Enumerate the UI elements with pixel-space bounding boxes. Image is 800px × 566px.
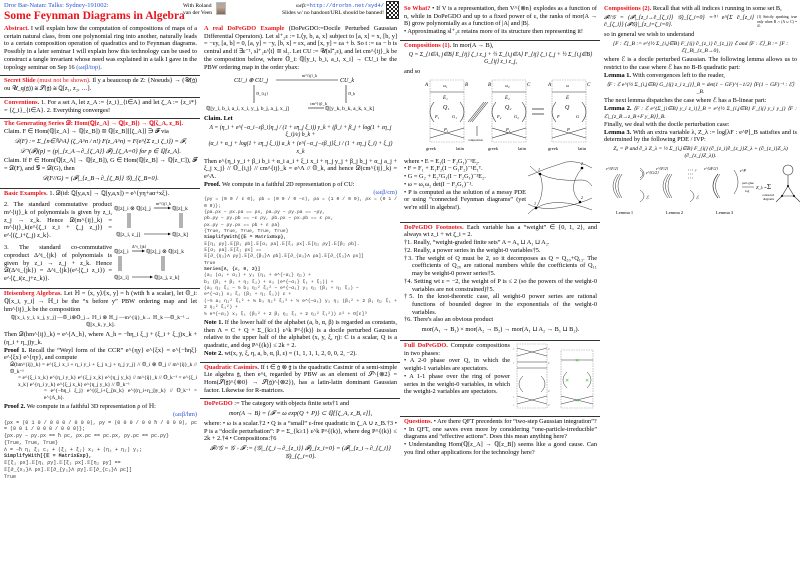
url-label: ωεβ:= xyxy=(296,3,310,9)
general-text: so in general we wish to understand xyxy=(604,30,695,38)
code-line: 𝔼[∂_{η₃}Λ ρy].𝔼[∂_{β₃}Λ ρb].𝔼[∂_{α₃}Λ ρa].𝔼[∂_{ξ₃}Λ ρx]] xyxy=(204,254,364,260)
cd-node: ℚ[z]_j ⊗ ℚ[z]_k xyxy=(146,249,185,256)
composition-formula: 𝓕//𝒢 = 𝒢 ∘ 𝓕 := (𝒢|_{ζ_i→∂_{z_i}} 𝓕)_{z_i=0} = (𝓕|_{z_i→∂_{ζ_i}} 𝒢)_{ζ_i=0}. xyxy=(210,445,391,460)
compositions-1-text: In mor(A → B), xyxy=(452,41,494,49)
lemma3-heading: Lemma 3. xyxy=(604,128,632,136)
claim-1: Claim. F ∈ Hom(ℚ[z_A] → ℚ[z_B]) ≅ ℚ[z_B][[ζ_A]] ∋ 𝓕 via xyxy=(4,128,169,136)
cd-node: CU_i ⊗ CU_j xyxy=(234,78,269,85)
note1-text: If the lower half of the alphabet (a, b, α, β) is regarded as constants, then Λ = C + Q + Σ_{k≥1} ε^k P^{(k)} is a docile perturbed Gaussian relative to the upper half of the alphabet (x, y, ξ, η): C is a scalar, Q is a quadratic, and deg P^{(k)} ≤ 2k + 2. xyxy=(204,318,398,350)
code-line: (a₃ (α₁ + α₂) + y₃ (η₁ + e^{−α₁} η₂) + xyxy=(204,273,311,279)
compositions-1-section xyxy=(400,41,600,220)
cd-node: ℚ[z]_i xyxy=(114,249,129,256)
cd-node: ℚ[z_j, z_k] xyxy=(154,275,180,282)
pic-caption: Lemma 3 xyxy=(716,209,734,215)
code-line: 𝔼[η₁ ρy].𝔼[β₁ ρb].𝔼[α₁ ρa].𝔼[ξ₁ ρx].𝔼[η₂ ρy].𝔼[β₂ ρb]. xyxy=(204,241,360,247)
pic-label: e^{F/2} xyxy=(656,165,669,171)
code-line: (−½ a₃ η₂² ξ₁² + ⅓ b₃ η₂³ ξ₁³ + ½ e^{−α₁} y₃ η₂ (β₁² + 2 β₁ η₂ ξ₁ + 2 η₂² ξ₁²) + xyxy=(204,298,397,311)
code-line: b₃ (β₁ + β₂ + η₂ ξ₁) + x₃ (e^{−α₂} ξ₁ + ξ₂)) + xyxy=(204,279,334,285)
connected-diagram-icon xyxy=(776,165,800,202)
abstract-text: I will explain how the computation of compositions of maps of a certain natural class, from one polynomial ring into another, naturally leads to a certain composition operation of quadratics and to Feynman diagrams. Possibly in a later seminar I will explain how this technology can be used to construct a tangle invariant whose need was explained in a talk I gave in the topology seminar on Sep 16 xyxy=(4,25,197,71)
questions-section xyxy=(400,417,600,459)
where-list xyxy=(404,158,526,218)
poster-header xyxy=(0,0,400,24)
phase-box-right xyxy=(561,350,593,408)
where-item: • ω = ω₁ω₂ det(I − F₂G₁)⁻¹. xyxy=(404,180,473,188)
pic-label: part-glue xyxy=(742,180,754,185)
questions-heading: Questions. xyxy=(404,417,433,425)
where-text: where ℰ is a docile perturbed Gaussian. The following lemma allows us to restrict to the case where ℰ has no B-B quadratic part: xyxy=(604,56,797,72)
basic-example-2: 2. The standard commutative product m^{ij}_k of polynomials is given by z_i, z_j → z_k. Hence 𝒟(m^{ij}_k) = m^{ij}_k(e^{ζ_i z_i + ζ_j z_j}) = e^{(ζ_i+ζ_j) z_k}. xyxy=(4,201,112,240)
casimirs-text: If t ∈ 𝔤 ⊗ 𝔤 is the quadratic Casimir of a semi-simple Lie algebra 𝔤, then e^t, regarded by PBW as an element of 𝒮^{⊗2} = Hom(𝒮(𝔤)^{⊗0} → 𝒮(𝔤)^{⊗2}), has a latin-latin dominant Gaussian factor. Likewise for R-matrices. xyxy=(204,363,398,394)
vertex-label: 2 xyxy=(581,194,583,200)
cd-node: ℚ[y_i, b_i, a_i, x_i, y_j, b_j, a_j, x_j] xyxy=(206,106,289,113)
svg-text:1: 1 xyxy=(513,394,515,399)
basic-examples-section xyxy=(0,189,200,286)
heisenberg-then: Then 𝒟(hm^{ij}_k) = e^{Λ_h}, where Λ_h = −ħη_i ξ_j + (ξ_i + ξ_j)x_k + (η_i + η_j)y_k. xyxy=(4,331,197,346)
vertex-label: 1 xyxy=(538,166,540,172)
compositions-2-heading: Compositions (2). xyxy=(604,5,652,12)
lemma2-eq: ⟨F : ℰ e^{Σ_{i∈B} y_i z_i}⟩_B = e^{½ Σ_{i,j∈B} F_{ij} y_i y_j} ⟨F : ℰ|_{z_B→z_B+F y_B}⟩_B. xyxy=(604,106,798,121)
talk-subtitle[interactable]: Dror Bar-Natan: Talks: Sydney-191002: xyxy=(4,2,109,9)
cd-node: CU_k xyxy=(340,78,354,85)
abstract-heading: Abstract. xyxy=(4,25,30,32)
eq-D-inverse: 𝒟⁻¹(𝓕)(p) = (p|_{z_A→∂_{ζ_A}} 𝓕)_{ζ_A=0} for p ∈ ℚ[z_A]. xyxy=(20,147,181,155)
heisenberg-heading: Heisenberg Algebras. xyxy=(4,290,62,298)
pic-caption: Lemma 2 xyxy=(666,209,684,215)
qr-code-icon xyxy=(386,1,399,19)
feynman-diagram xyxy=(526,158,594,218)
cd-node: ℚ[y_k, b_k, a_k, x_k] xyxy=(325,106,374,113)
svg-text:1: 1 xyxy=(513,360,515,365)
label-F1: F₁ xyxy=(435,113,440,119)
finally-text: Finally, we deal with the docile perturbation case: xyxy=(604,120,730,128)
code-line: SimplifyWith[{𝔼 = MatrixExp}, xyxy=(4,453,92,460)
proof2-heading: Proof 2. xyxy=(4,403,26,411)
svg-text:2: 2 xyxy=(548,346,550,351)
lemma3-picture xyxy=(704,166,775,215)
lambda-line-2: (α_i + α_j + log(1 + εη_j ξ_i)) a_k + (e^{−α_j−εβ_j}ξ_i / (1 + εη_j ξ_i) + ξ_j) x_k xyxy=(208,141,393,155)
topology-link[interactable]: (ωεβ/top) xyxy=(76,63,101,71)
lemma3-eq: Z₀ = P and ∂_λ Z_λ = ½ Σ_{i,j∈B} F_{ij} (∂_{z_i}∂_{z_j}Z_λ + (∂_{z_i}Z_λ)(∂_{z_j}Z_λ)). xyxy=(613,146,788,159)
where-item: • G = G₂ + E₂ᵀG₁(I − F₂G₁)⁻¹E₂. xyxy=(404,173,486,181)
question: • Are there QFT precedents for “two-step Gaussian integration”? xyxy=(433,417,597,425)
handout-note: Slides w/ no handout/URL should be banned! xyxy=(281,10,384,17)
proof1-eq1: 𝒟(hm^{ij}_k) = e^{ξ_i x_i + η_i y_i + ξ_j x_j + η_j y_j} // 𝕆_i ⊗ 𝕆_j // m^{ij}_k // 𝕆_k⁻¹ xyxy=(10,362,197,375)
code-line: ½ e^{−α₂} x₃ ξ₁ (β₂² + 2 β₂ η₂ ξ₁ + 2 η₂² ξ₁²)) ε² + O[ε]³ xyxy=(204,311,368,317)
cd-arrow-label: m^{ij}_k xyxy=(302,73,318,79)
equals-sign xyxy=(532,109,544,114)
composition-eq: 𝓕//𝒢 = (𝓕|_{z_i→∂_{ζ_i}} 𝒢)_{ζ_i=0} =⁽¹⁾ e^{Σ ∂_{z_i}∂_{ζ_i}} (𝓕𝒢)|_{z_i=ζ_i=0}. xyxy=(604,14,754,28)
label-greek: greek xyxy=(548,145,558,151)
label-greek: greek xyxy=(488,145,498,151)
label-G2: G₂ xyxy=(514,113,519,119)
example-text: (DoPeGDO:=Docile Perturbed Gaussian Differential Operators). Let sl⁺₂ε := L⟨y, b, a, x⟩ subject to [a, x] = x, [b, y] = −εy, [a, b] = 0, [a, y] = −y, [b, x] = εx, and [x, y] = εa + b. So t := εa − b is central and if ∃ε⁻¹, sl⁺₂ε/⟨t⟩ ≅ sl₂. Let CU := 𝒰(sl⁺₂ε), and let cm^{ij}_k be the composition below, where 𝕆_i: ℚ[y_i, b_i, a_i, x_i] → CU_i be the PBW ordering map in the order ybax: xyxy=(204,25,398,71)
proof1-eq3: = e^{−ħη_i ξ_j} e^{(ξ_i+ξ_j)x_k} e^{(η_i+η_j)y_k} // 𝕆_k⁻¹ = e^{Λ_h}. xyxy=(44,388,197,401)
svg-text:✕: ✕ xyxy=(565,378,570,384)
code-line: 𝔼[ξ₁ ρx].𝔼[η₁ ρy].𝔼[ξ₂ ρx].𝔼[η₂ ρy] == xyxy=(4,460,121,467)
pic-label: e^{λF/2} xyxy=(704,165,718,171)
dopegdo-heading: DoPeGDO xyxy=(204,400,233,408)
lemma1-eq: ⟨F : ℰ e^{½ Σ_{i,j∈B} G_{ij} z_i z_j}⟩_B = det(1 − GF)^{−1/2} ⟨F(1 − GF)⁻¹ : ℰ⟩_B. xyxy=(606,81,795,95)
footnote: †5. In the knot-theoretic case, all weight-0 power series are rational functions of bounded degree in the exponentials of the weight-0 variables. xyxy=(404,293,597,316)
cd-node: ℚ[z]_k xyxy=(172,206,188,213)
code-line: {True, True, True} xyxy=(4,439,59,446)
label-P2: P₂ xyxy=(506,126,511,132)
lemma2-picture xyxy=(656,166,700,215)
vertex-label: 2 xyxy=(581,160,583,166)
note2-text: wt(x, y, ξ, η, a, b, α, β, ε) = (1, 1, 1, 1, 2, 0, 0, 2, −2). xyxy=(224,349,357,357)
footnotes-intro: Each variable has a “weight” ∈ {0, 1, 2}, and always wt z_i + wt ζ_i = 2. xyxy=(404,223,598,239)
label-w1: ω₁ xyxy=(443,82,448,88)
label-latin: latin xyxy=(456,145,464,151)
so-what-section xyxy=(400,4,600,38)
generating-series-heading: The Generating Series 𝒟: Hom(ℚ[z_A] → ℚ[z_B]) → ℚ[ζ_A, z_B]. xyxy=(4,120,184,128)
proof-heading: Proof. xyxy=(204,180,221,188)
pic-label: y xyxy=(695,167,697,172)
basic-examples-heading: Basic Examples. xyxy=(4,190,48,198)
full-dopegdo-section xyxy=(400,341,600,414)
vertex-label: 1 xyxy=(534,200,536,206)
label-B: B xyxy=(465,82,469,88)
footnote: †2. Really, a power series in the weight-0 variables†5. xyxy=(404,246,541,254)
column-1 xyxy=(0,24,200,483)
product-commutative-diagram xyxy=(114,201,198,241)
composition-diagram xyxy=(404,76,596,158)
pic-label: connected xyxy=(762,192,775,197)
dopegdo-definition-section xyxy=(200,399,400,464)
box-1 xyxy=(424,80,468,151)
cd-node: ℚ[z_k] xyxy=(172,232,188,239)
full-dopegdo-heading: Full DoPeGDO. xyxy=(404,341,448,349)
label-E: E xyxy=(566,95,570,101)
where-item: where • E = E₁(I − F₂G₁)⁻¹E₂. xyxy=(404,157,480,165)
cd-arrow-label: 𝕆_{i,j} xyxy=(256,91,269,97)
pic-label: e^{G/2} xyxy=(646,169,659,175)
svg-text:✕: ✕ xyxy=(575,358,580,364)
label-latin: latin xyxy=(578,145,586,151)
basic-example-1: 1. 𝒟(id: ℚ[y,a,x] → ℚ[y,a,x]) = e^{yη+aα+xξ}. xyxy=(49,190,170,198)
code-line: 𝔼[∂_{x₃}Λ ρx].𝔼[∂_{y₃}Λ ρy].𝔼[∂_{c₃}Λ ρc]] xyxy=(4,466,132,473)
cd-arrow-label: Δ^i_{jk} xyxy=(132,244,147,250)
svg-text:2: 2 xyxy=(548,402,550,407)
bracket-definition: [F : ℰ]_B := e^{½ Σ_{i,j∈B} F_{ij} ∂_{z_i} ∂_{z_j}} ℰ and ⟨F : ℰ⟩_B := [F : ℰ]_B|_{z_B→0}, xyxy=(612,40,789,54)
label-Q1: Q₁ xyxy=(443,104,450,111)
poster-title: Some Feynman Diagrams in Algebra xyxy=(4,9,185,22)
label-G: G xyxy=(576,113,580,119)
lambda-line-1: Λ = (η_i + e^{−α_i−εβ_i}η_j / (1 + εη_j ξ_i)) y_k + (β_i + β_j + log(1 + εη_j ξ_i)/ε) b_k + xyxy=(209,125,392,139)
pic-label: ℰ xyxy=(646,194,649,200)
label-C: C xyxy=(587,82,591,88)
pic-label: Σ xyxy=(767,182,772,191)
label-P1: P₁ xyxy=(444,126,449,132)
label-C: C xyxy=(527,82,531,88)
box-result xyxy=(547,80,591,151)
note1-heading: Note 1. xyxy=(204,318,224,326)
full-item: Compute compositions in two phases: xyxy=(404,341,511,357)
mor-definition: mor(A → B) = {𝓕 = ω exp(Q + P)} ⊂ ℚ[[ζ_A, z_B, ε]], xyxy=(228,410,373,418)
label-Q2: Q₂ xyxy=(505,104,512,111)
question: • Understanding Hom(ℚ[z_A] → ℚ[z_B]) seems like a good cause. Can you find other applications for the technology here? xyxy=(404,441,597,456)
box-2 xyxy=(488,80,531,151)
coauthor-line1: With Roland xyxy=(183,3,212,9)
code-line: {True, True, True, True, True} xyxy=(204,229,289,235)
casimirs-heading: Quadratic Casimirs. xyxy=(204,363,260,371)
svg-text:1: 1 xyxy=(513,402,515,407)
question: • In QFT, one saves even more by considering “one-particle-irreducible” diagrams and “effective actions”. Does this mean anything here? xyxy=(404,425,597,441)
composition-arrow xyxy=(468,102,488,142)
svg-text:✕: ✕ xyxy=(585,378,590,384)
compositions-2-text: Recall that with all indices i running in some set B, xyxy=(652,5,782,12)
example-heading: A real DoPeGDO Example xyxy=(204,25,285,32)
code-line: SimplifyWith[{𝔼 = MatrixExp}, xyxy=(204,235,287,241)
url-block xyxy=(254,3,384,18)
secret-text: Il y a beaucoup de Z: {Noeuds} → (𝒰(𝔤) ou 𝒰_q(𝔤)) ≅ 𝒮(𝔤) ≅ ℚ[z₁, z₂, …]. xyxy=(4,77,198,93)
svg-text:2: 2 xyxy=(548,388,550,393)
pic-label: ℰ xyxy=(696,194,699,200)
column-2 xyxy=(200,24,400,465)
coauthor-photo xyxy=(216,2,226,15)
lemma1-heading: Lemma 1. xyxy=(604,71,631,79)
label-P: P xyxy=(567,126,570,132)
lemma2-heading: Lemma 2. xyxy=(604,105,632,113)
cd-node: ℚ[z_i, z_j] xyxy=(116,232,141,239)
proof1-text: Recall the “Weyl form of the CCR” e^{ηy} e^{ξx} = e^{−ħηξ} e^{ξx} e^{ηy}, and compute xyxy=(4,346,198,362)
coauthor xyxy=(183,3,212,18)
claim-heading: Claim. Let xyxy=(204,115,233,123)
pic-label: e^{F/2} xyxy=(606,165,619,171)
footnote: †1. Really, “weight-graded finite sets” A = A₀ ⊔ A₁ ⊔ A₂. xyxy=(404,239,550,247)
dopegdo-example-section xyxy=(200,24,400,360)
dopegdo-text: := The category with objects finite sets†1 and xyxy=(234,400,350,408)
compositions-2-section xyxy=(600,4,800,220)
basic-example-3: 3. The standard co-commutative coproduct Δ^i_{jk} of polynomials is given by z_i → z_j + z_k. Hence 𝒟(Δ^i_{jk}) = Δ^i_{jk}(e^{ζ_i z_i}) = e^{ζ_i(z_j+z_k)}. xyxy=(4,244,112,283)
coauthor-line2: van der Veen xyxy=(183,10,213,17)
proof-text: We compute in a faithful 2D representation ρ of CU: xyxy=(221,180,355,188)
code-line: ρx.ρy − ρy.ρx == ρb + ε ρa} xyxy=(204,222,280,228)
claim-then: Then e^{η_i y_i + β_i b_i + α_i a_i + ξ_i x_i + η_j y_j + β_j b_j + α_j a_j + ξ_j x_j} // 𝕆_{i,j} // cm^{ij}_k = e^Λ // 𝕆_k, and hence 𝒟(cm^{ij}_k) = e^Λ. xyxy=(204,157,397,181)
slides-url-link[interactable]: http://drorbn.net/syd4/ xyxy=(309,3,384,9)
column-4 xyxy=(600,4,800,220)
claim-2: Claim. If F ∈ Hom(ℚ[z_A] → ℚ[z_B]), G ∈ Hom(ℚ[z_B] → ℚ[z_C]), 𝓕 = 𝒟(F), and 𝒢 = 𝒟(G), then xyxy=(4,157,197,173)
lemma1-text: With convergences left to the reader, xyxy=(632,71,725,79)
label-A: A xyxy=(425,82,429,88)
label-greek: greek xyxy=(426,145,436,151)
next-lemma-text: The next lemma dispatches the case where ℰ has a B-linear part: xyxy=(604,97,767,105)
heisenberg-section xyxy=(0,289,200,483)
footnote: †6. There's also an obvious product xyxy=(404,316,494,324)
phase-box-left xyxy=(513,344,550,408)
label-G1: G₁ xyxy=(452,113,457,119)
label-F: F xyxy=(557,113,560,119)
eq-D: 𝒟(F) := Σ_{n∈ℕ^A} (ζ_A^n / n!) F(z_A^n) = F(e^{Σ z_i ζ_i}) = 𝓕, xyxy=(14,137,187,145)
svg-text:✕: ✕ xyxy=(575,398,580,404)
footnote: †3. The weight of Q must be 2, so it decomposes as Q = Q₂₀+Q₁₁. The coefficients of Q₂₀ are rational numbers while the coefficients of Q₁₁ may be weight-0 power series†5. xyxy=(404,254,597,278)
footnotes-heading: DoPeGDO Footnotes. xyxy=(404,223,464,231)
mathematica-code-heisenberg xyxy=(4,420,197,481)
full-item: • A 1-1 phase over the ring of power series in the weight-0 variables, in which the weight-2 variables are spectators. xyxy=(404,372,510,396)
cd-arrow-label: cm^{ij}_k xyxy=(310,101,327,107)
label-B: B xyxy=(488,82,492,88)
cd-arrow-label: m^{ij}_k xyxy=(156,201,172,207)
code-line: True xyxy=(204,260,216,266)
code-line: e^{−α₂} x₃ ξ₁ (β₂ + η₂ ξ₁)) ε + xyxy=(204,292,292,298)
code-line: {ρx = (0 1 0 / 0 0 0 / 0 0 0), ρy = (0 0 0 / 0 0 ħ / 0 0 0), ρc = (0 0 1 / 0 0 0 / 0 0 0)}; xyxy=(4,419,197,433)
label-composition: composition xyxy=(468,137,483,142)
heisenberg-chain: ℚ[x_i, y_i, x_j, y_j] —𝕆_i⊗𝕆_j→ ℍ_i ⊗ ℍ_j —m^{ij}_k→ ℍ_k —𝕆_k⁻¹→ ℚ[x_k, y_k]. xyxy=(10,315,191,329)
secret-slide-section xyxy=(0,76,200,94)
code-line: {ρx.ρy − ρy.ρx == ħ ρc, ρx.ρc == ρc.ρx, ρy.ρc == ρc.ρy} xyxy=(4,433,170,440)
pic-caption: Lemma 1 xyxy=(616,209,634,215)
compositions-1-heading: Compositions (1). xyxy=(404,41,452,49)
label-Q: Q xyxy=(565,104,570,111)
pic-label: Z_λ = xyxy=(756,184,767,190)
svg-text:2: 2 xyxy=(548,360,550,365)
and-so: and so xyxy=(404,67,421,75)
Q-decomposition: Q = Σ_{i∈A, j∈B} E_{ij} ζ_i z_j + ½ Σ_{i,j∈A} F_{ij} ζ_i ζ_j + ½ Σ_{i,j∈B} G_{ij} z_i z_j, xyxy=(408,51,593,65)
conventions-section xyxy=(0,98,200,116)
code-line: Series[Λ, {ε, 0, 2}] xyxy=(204,267,261,273)
proof2-text: We compute in a faithful 3D representation ρ of ℍ: xyxy=(26,403,156,411)
code-line: {ρa.ρx − ρx.ρa == ρx, ρa.ρy − ρy.ρa == −ρy, xyxy=(204,210,325,215)
cd-arrow-label: 𝕆_k xyxy=(348,91,356,97)
code-line: 𝔼[α₂ ρa].𝔼[ξ₂ ρx] == xyxy=(204,248,262,254)
svg-text:1: 1 xyxy=(513,346,515,351)
footnote: †4. Setting wt ε = −2, the weight of P is ≤ 2 (so the powers of the weight-0 variables are not constrained)†5. xyxy=(404,277,597,293)
so-what-1: • If V is a representation, then V^{⊗n} explodes as a function of n, while in DoPeGDO and up to a fixed power of ε, the ranks of mor(A → B) grow polynomially as a function of |A| and |B|. xyxy=(404,5,598,28)
abstract-section: Abstract. I will explain how the computation of compositions of maps of a certain natural class, from one polynomial ring into another, naturally leads to a certain composition operation of quadratics and to Feynman diagrams. Possibly in a later seminar I will explain how this technology can be used to construct a tangle invariant whose need was explained in a talk I gave in the topology seminar on Sep 16 (ωεβ/top). xyxy=(4,25,197,71)
label-F2: F₂ xyxy=(497,113,502,119)
cd-node: ℚ[z]_i ⊗ ℚ[z]_j xyxy=(114,206,151,213)
cm-commutative-diagram xyxy=(204,73,396,113)
conventions-text: 1. For a set A, let z_A := {z_i}_{i∈A} and let ζ_A := {z_i*} = {ζ_i}_{i∈A}. 2. Everything converges! xyxy=(4,98,197,114)
dopegdo-where: where: • ω is a scalar.†2 • Q is a “small” ε-free quadratic in ζ_A ∪ z_B.†3 • P is a “docile perturbation”: P = Σ_{k≥1} ε^k P^{(k)}, where deg P^{(k)} ≤ 2k + 2.†4 • Compositions:†6 xyxy=(204,419,397,443)
lemma3-text: With an extra variable λ, Z_λ := log[λF : e^P]_B satisfies and is determined by the following PDE / IVP: xyxy=(604,128,798,144)
mathematica-code-cm xyxy=(204,197,397,318)
code-line: (a₃ η₂ ξ₁ − ½ b₃ η₂² ξ₁² − e^{−α₁} y₃ η₂ (β₁ + η₂ ξ₁) − xyxy=(204,286,359,292)
generating-series-section xyxy=(0,119,200,186)
so-what-heading: So What? xyxy=(404,5,431,12)
label-w: ω xyxy=(566,82,569,88)
pic-label: log xyxy=(745,188,750,193)
hm-link[interactable]: (ωεβ/hm) xyxy=(173,410,197,418)
code-line: ρb.ρy − ρy.ρb == −ε ρy, ρb.ρx − ρx.ρb == ε ρx, xyxy=(204,216,334,222)
code-line: {ρy = (0 0 / ε 0), ρb = (0 0 / 0 −ε), ρa = (1 0 / 0 0), ρx = (0 1 / 0 0)}; xyxy=(204,197,397,209)
label-E1: E₁ xyxy=(443,95,448,101)
label-A: A xyxy=(548,82,552,88)
code-line: Λ = −ħ η₁ ξ₂ c₃ + (ξ₁ + ξ₂) x₃ + (η₁ + η₂) y₃; xyxy=(4,446,143,453)
where-item: • F = F₁ + E₁F₂(I − G₁F₂)⁻¹E₁ᵀ. xyxy=(404,165,483,173)
product-formula: mor(A₁ → B₁) × mor(A₂ → B₂) → mor(A₁ ⊔ A₂ → B₁ ⊔ B₂). xyxy=(421,326,580,334)
heisenberg-text: Let ℍ = ⟨x, y⟩/[x, y] = ħ (with ħ a scalar), let 𝕆_i: ℚ[x_i, y_i] → ℍ_i be the “x before y” PBW ordering map and let hm^{ij}_k be the composition xyxy=(4,290,197,313)
conventions-heading: Conventions. xyxy=(4,98,40,106)
so-what-2: • Approximating sl⁺₂ε retains more of its structure then representing it! xyxy=(404,28,583,36)
label-w2: ω₂ xyxy=(505,82,510,88)
pic-label: e^P xyxy=(740,167,746,173)
quadratic-casimirs-section xyxy=(200,363,400,397)
pic-label: diagrams xyxy=(763,196,774,201)
proof1-heading: Proof 1. xyxy=(4,346,27,354)
two-phase-diagram xyxy=(513,342,597,412)
proof1-eq2: = e^{ξ_i x_k} e^{η_i y_k} e^{ξ_j x_k} e^{η_j y_k} // m^{ij}_k // 𝕆_k⁻¹ = e^{ξ_i x_k} e^{η_i y_k} e^{ξ_j x_k} e^{η_j y_k} // 𝕆_k⁻¹ xyxy=(18,375,197,388)
label-E2: E₂ xyxy=(505,95,510,101)
coproduct-commutative-diagram xyxy=(114,244,198,284)
code-line: True xyxy=(4,473,17,480)
cm-link[interactable]: (ωεβ/cm) xyxy=(373,188,397,196)
eq-composition: 𝒟(F//G) = (𝓕|_{z_B→∂_{ζ_B}} 𝒢)_{ζ_B=0}. xyxy=(42,174,159,182)
where-item: • P is computed as the solution of a messy PDE or using “connected Feynman diagrams” (yet we're still in algebra!). xyxy=(404,188,526,212)
note2-heading: Note 2. xyxy=(204,349,223,357)
label-latin: latin xyxy=(518,145,526,151)
column-3 xyxy=(400,4,600,459)
secret-heading: Secret Slide xyxy=(4,77,36,85)
footnotes-section xyxy=(400,223,600,338)
full-item: • A 2-0 phase over Q, in which the weight-1 variables are spectators. xyxy=(404,357,510,373)
composition-footnote: (1) Strictly speaking, true only when B ∩ (A ∪ C) = ∅. xyxy=(757,15,797,29)
secret-paren: (must not be shown). xyxy=(37,77,91,85)
lemma-pictures xyxy=(604,162,796,218)
cd-node: ℚ[z_i] xyxy=(114,275,129,282)
title-block xyxy=(4,2,185,22)
lemma1-picture xyxy=(606,166,659,215)
